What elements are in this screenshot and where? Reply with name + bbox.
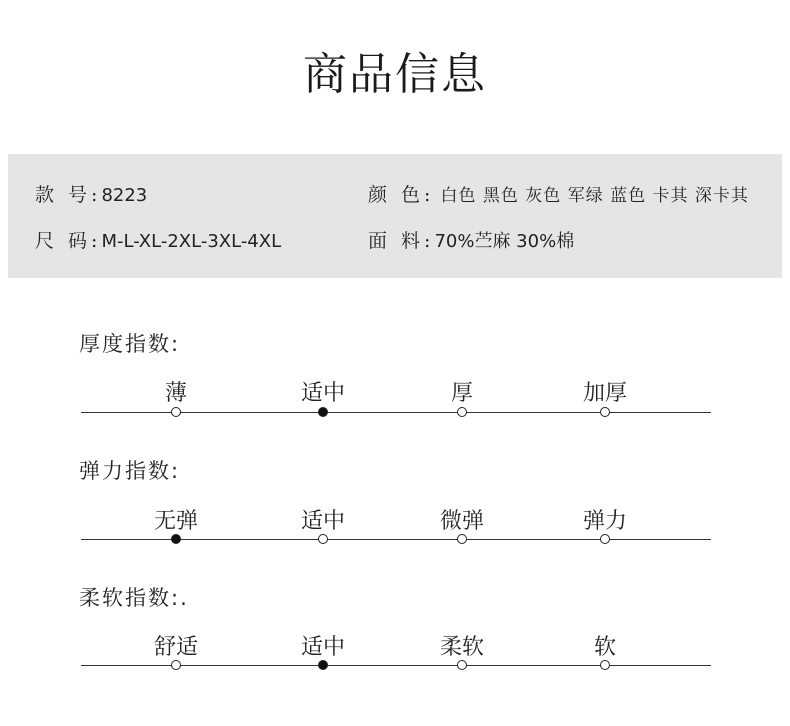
softness-scale-dot [600, 660, 610, 670]
softness-scale-dot [171, 660, 181, 670]
product-info-box [8, 154, 782, 278]
softness-option: 软 [593, 635, 616, 660]
softness-option: 柔软 [439, 635, 484, 660]
thickness-option: 厚 [450, 381, 473, 406]
thickness-scale-dot [318, 407, 328, 417]
thickness-scale-dot [600, 407, 610, 417]
size-label: 尺 码: [35, 230, 102, 252]
fabric-label: 面 料: [368, 230, 435, 252]
color-field [368, 180, 749, 207]
elasticity-option: 无弹 [153, 509, 198, 534]
style-value: 8223 [101, 185, 148, 206]
color-value: 白色 黑色 灰色 军绿 蓝色 卡其 深卡其 [440, 186, 749, 206]
thickness-option: 加厚 [582, 381, 627, 406]
elasticity-option: 弹力 [582, 509, 627, 534]
elasticity-scale-dot [171, 534, 181, 544]
softness-option: 舒适 [153, 635, 198, 660]
elasticity-option: 微弹 [439, 509, 484, 534]
softness-scale-dot [318, 660, 328, 670]
thickness-option: 适中 [300, 381, 345, 406]
elasticity-scale-dot [600, 534, 610, 544]
softness-option: 适中 [300, 635, 345, 660]
elasticity-option: 适中 [300, 509, 345, 534]
elasticity-index-label: 弹力指数: [79, 459, 181, 483]
color-label: 颜 色: [368, 184, 435, 206]
size-value: M-L-XL-2XL-3XL-4XL [101, 231, 282, 252]
thickness-option: 薄 [164, 381, 187, 406]
elasticity-scale-dot [457, 534, 467, 544]
softness-scale-dot [457, 660, 467, 670]
elasticity-scale-dot [318, 534, 328, 544]
fabric-value: 70%苎麻 30%棉 [434, 231, 575, 252]
thickness-scale-dot [457, 407, 467, 417]
fabric-field [368, 226, 574, 253]
thickness-index-label: 厚度指数: [79, 332, 181, 356]
info-row-style-color [35, 180, 749, 207]
page-title: 商品信息 [303, 49, 487, 100]
style-label: 款 号: [35, 184, 102, 206]
softness-index-label: 柔软指数:. [79, 586, 189, 610]
info-row-size-fabric [35, 226, 575, 253]
thickness-scale-dot [171, 407, 181, 417]
